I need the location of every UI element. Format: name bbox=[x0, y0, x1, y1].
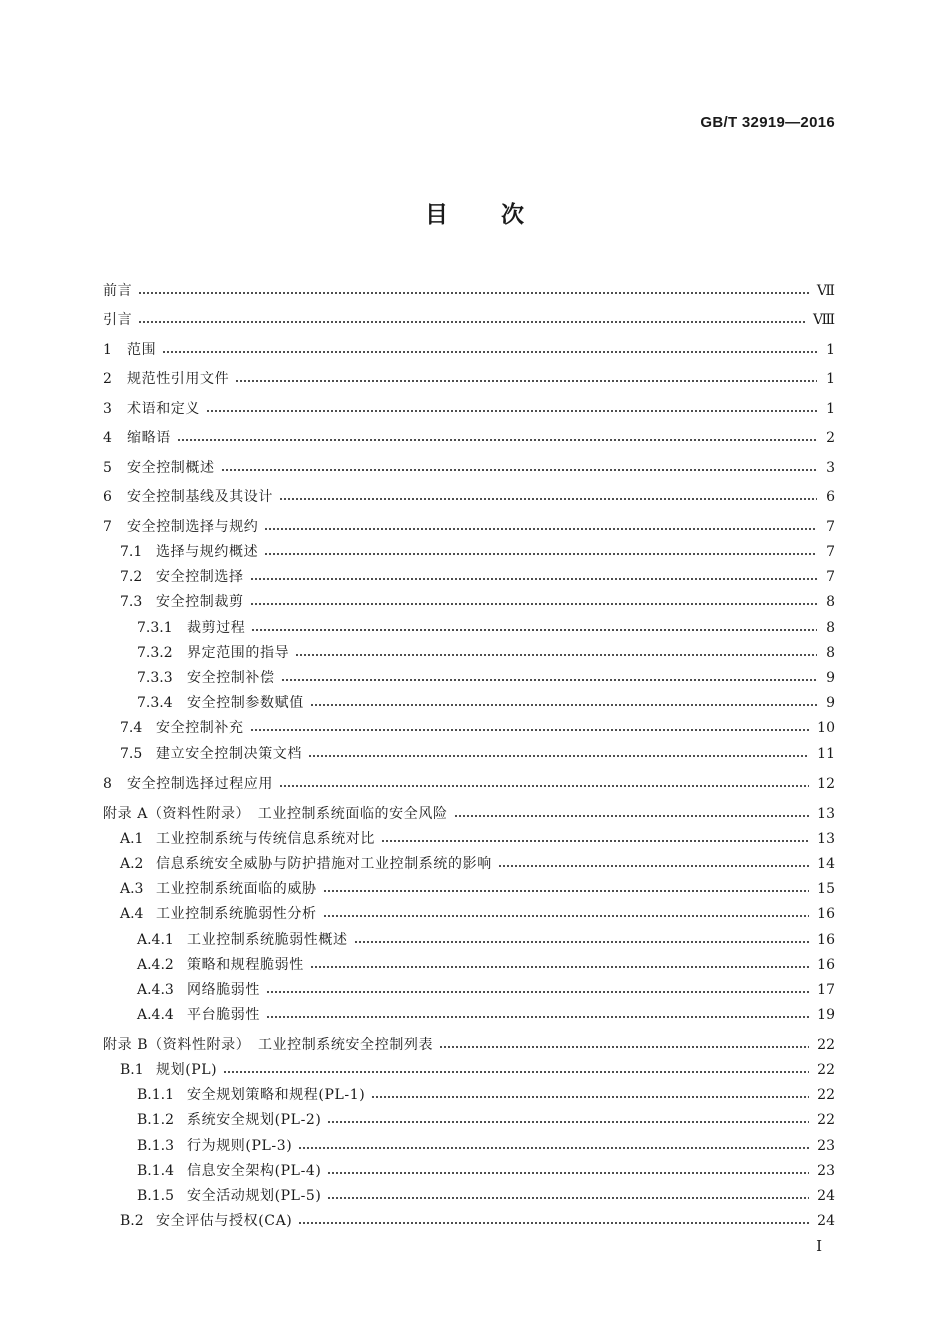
toc-entry[interactable] bbox=[137, 978, 835, 1002]
toc-entry-page: 14 bbox=[817, 856, 835, 872]
toc-entry[interactable] bbox=[103, 802, 835, 826]
dot-leader bbox=[327, 1120, 809, 1124]
toc-entry-number: 7.3 bbox=[120, 594, 143, 610]
toc-entry-label: 网络脆弱性 bbox=[187, 982, 260, 998]
toc-entry[interactable] bbox=[103, 456, 835, 480]
toc-entry-number: 7.1 bbox=[120, 544, 143, 560]
dot-leader bbox=[327, 1171, 809, 1175]
toc-entry-label: 规范性引用文件 bbox=[127, 371, 230, 387]
toc-entry[interactable] bbox=[137, 953, 835, 977]
toc-entry[interactable] bbox=[103, 515, 835, 539]
toc-entry[interactable] bbox=[103, 426, 835, 450]
toc-entry-page: 23 bbox=[817, 1163, 835, 1179]
toc-entry-page: 22 bbox=[817, 1037, 835, 1053]
toc-entry-number: A.4 bbox=[120, 906, 144, 922]
toc-entry-label: 工业控制系统脆弱性分析 bbox=[156, 906, 317, 922]
toc-entry-label: 策略和规程脆弱性 bbox=[187, 957, 304, 973]
toc-entry[interactable] bbox=[137, 1184, 835, 1208]
toc-entry-number: A.1 bbox=[120, 831, 144, 847]
toc-entry-label: 附录 B（资料性附录） 工业控制系统安全控制列表 bbox=[103, 1037, 434, 1053]
dot-leader bbox=[371, 1095, 809, 1099]
toc-entry[interactable] bbox=[120, 852, 835, 876]
toc-entry-page: 17 bbox=[817, 982, 835, 998]
toc-entry-number: 6 bbox=[103, 489, 112, 505]
toc-entry-number: 7.5 bbox=[120, 746, 143, 762]
dot-leader bbox=[266, 1015, 809, 1019]
toc-entry-label: 缩略语 bbox=[127, 430, 171, 446]
toc-entry-page: 1 bbox=[826, 401, 835, 417]
toc-entry-page: 7 bbox=[826, 544, 835, 560]
page-folio: I bbox=[816, 1237, 822, 1255]
toc-entry-label: 行为规则(PL-3) bbox=[187, 1138, 293, 1154]
toc-entry[interactable] bbox=[120, 540, 835, 564]
toc-entry-label: 安全控制选择与规约 bbox=[127, 519, 259, 535]
dot-leader bbox=[250, 728, 810, 732]
toc-entry-label: 安全控制选择 bbox=[156, 569, 244, 585]
toc-entry-number: 7 bbox=[103, 519, 112, 535]
dot-leader bbox=[298, 1221, 809, 1225]
toc-entry-page: 8 bbox=[826, 645, 835, 661]
dot-leader bbox=[266, 990, 809, 994]
toc-entry[interactable] bbox=[103, 338, 835, 362]
dot-leader bbox=[250, 577, 817, 581]
dot-leader bbox=[264, 527, 817, 531]
toc-entry[interactable] bbox=[137, 641, 835, 665]
toc-entry-label: 范围 bbox=[127, 342, 157, 358]
toc-entry-label: 安全活动规划(PL-5) bbox=[187, 1188, 322, 1204]
toc-entry-number: 3 bbox=[103, 401, 112, 417]
toc-entry-page: Ⅷ bbox=[812, 312, 835, 328]
toc-entry-label: 规划(PL) bbox=[156, 1062, 218, 1078]
toc-entry[interactable] bbox=[103, 397, 835, 421]
toc-entry-page: 2 bbox=[826, 430, 835, 446]
page-title bbox=[0, 196, 950, 229]
dot-leader bbox=[498, 864, 809, 868]
toc-entry-number: A.4.4 bbox=[137, 1007, 174, 1023]
toc-entry[interactable] bbox=[137, 666, 835, 690]
toc-entry[interactable] bbox=[103, 367, 835, 391]
dot-leader bbox=[221, 468, 817, 472]
toc-entry[interactable] bbox=[120, 565, 835, 589]
standard-number: GB/T 32919—2016 bbox=[700, 114, 835, 131]
toc-entry-label: 工业控制系统脆弱性概述 bbox=[187, 932, 348, 948]
toc-entry-number: A.3 bbox=[120, 881, 144, 897]
toc-entry-page: 3 bbox=[826, 460, 835, 476]
toc-entry-page: 13 bbox=[817, 831, 835, 847]
toc-entry-label: 术语和定义 bbox=[127, 401, 200, 417]
dot-leader bbox=[235, 379, 817, 383]
toc-entry-number: 2 bbox=[103, 371, 112, 387]
toc-entry-label: 安全评估与授权(CA) bbox=[156, 1213, 293, 1229]
toc-entry-page: 9 bbox=[826, 670, 835, 686]
toc-entry-number: 7.2 bbox=[120, 569, 143, 585]
toc-entry-number: 7.4 bbox=[120, 720, 143, 736]
dot-leader bbox=[251, 628, 817, 632]
toc-entry[interactable] bbox=[103, 772, 835, 796]
toc-entry-page: 16 bbox=[817, 957, 835, 973]
toc-entry-label: 信息安全架构(PL-4) bbox=[187, 1163, 322, 1179]
toc-entry-number: A.2 bbox=[120, 856, 144, 872]
toc-entry-page: 19 bbox=[817, 1007, 835, 1023]
toc-entry-label: 安全控制补充 bbox=[156, 720, 244, 736]
toc-entry-page: 16 bbox=[817, 932, 835, 948]
dot-leader bbox=[177, 438, 817, 442]
toc-entry-label: 系统安全规划(PL-2) bbox=[187, 1112, 322, 1128]
toc-entry[interactable] bbox=[120, 590, 835, 614]
dot-leader bbox=[206, 409, 817, 413]
dot-leader bbox=[281, 678, 817, 682]
toc-entry-page: Ⅶ bbox=[816, 283, 835, 299]
toc-entry-page: 10 bbox=[817, 720, 835, 736]
toc-entry-label: 信息系统安全威胁与防护措施对工业控制系统的影响 bbox=[156, 856, 492, 872]
dot-leader bbox=[323, 914, 810, 918]
dot-leader bbox=[279, 784, 809, 788]
toc-entry[interactable] bbox=[137, 1108, 835, 1132]
toc-entry[interactable] bbox=[120, 1209, 835, 1233]
toc-entry-number: B.1.3 bbox=[137, 1138, 175, 1154]
toc-entry-number: 7.3.3 bbox=[137, 670, 173, 686]
toc-entry-label: 安全控制概述 bbox=[127, 460, 215, 476]
toc-entry-page: 24 bbox=[817, 1213, 835, 1229]
toc-entry-label: 平台脆弱性 bbox=[187, 1007, 260, 1023]
toc-entry-page: 22 bbox=[817, 1112, 835, 1128]
toc-entry[interactable] bbox=[120, 1058, 835, 1082]
toc-entry[interactable] bbox=[120, 827, 835, 851]
dot-leader bbox=[381, 839, 809, 843]
toc-entry-page: 11 bbox=[817, 746, 835, 762]
toc-entry[interactable] bbox=[120, 877, 835, 901]
toc-entry[interactable] bbox=[120, 742, 835, 766]
toc-entry-page: 24 bbox=[817, 1188, 835, 1204]
toc-entry[interactable] bbox=[120, 902, 835, 926]
toc-entry-number: 5 bbox=[103, 460, 112, 476]
toc-entry-number: B.1 bbox=[120, 1062, 144, 1078]
toc-entry-page: 1 bbox=[826, 342, 835, 358]
toc-entry-label: 界定范围的指导 bbox=[187, 645, 290, 661]
dot-leader bbox=[310, 965, 809, 969]
dot-leader bbox=[295, 653, 817, 657]
toc-entry-label: 工业控制系统面临的威胁 bbox=[156, 881, 317, 897]
toc-entry-label: 前言 bbox=[103, 283, 133, 299]
toc-entry-page: 8 bbox=[826, 594, 835, 610]
toc-entry[interactable] bbox=[137, 1134, 835, 1158]
toc-entry-number: B.1.2 bbox=[137, 1112, 175, 1128]
toc-entry-page: 22 bbox=[817, 1062, 835, 1078]
dot-leader bbox=[327, 1196, 809, 1200]
dot-leader bbox=[162, 350, 817, 354]
dot-leader bbox=[279, 497, 817, 501]
dot-leader bbox=[264, 552, 817, 556]
toc-entry-page: 8 bbox=[826, 620, 835, 636]
toc-entry[interactable] bbox=[103, 279, 835, 303]
dot-leader bbox=[439, 1045, 809, 1049]
toc-entry-number: A.4.1 bbox=[137, 932, 174, 948]
toc-entry-page: 22 bbox=[817, 1087, 835, 1103]
dot-leader bbox=[308, 754, 809, 758]
toc-entry[interactable] bbox=[137, 616, 835, 640]
dot-leader bbox=[310, 703, 817, 707]
toc-entry-label: 选择与规约概述 bbox=[156, 544, 259, 560]
toc-entry-page: 7 bbox=[826, 569, 835, 585]
toc-entry-number: B.1.5 bbox=[137, 1188, 175, 1204]
dot-leader bbox=[323, 889, 810, 893]
dot-leader bbox=[298, 1146, 809, 1150]
toc-entry[interactable] bbox=[103, 485, 835, 509]
toc-entry-label: 安全规划策略和规程(PL-1) bbox=[187, 1087, 366, 1103]
toc-entry-label: 建立安全控制决策文档 bbox=[156, 746, 302, 762]
toc-entry-page: 9 bbox=[826, 695, 835, 711]
toc-entry-label: 安全控制选择过程应用 bbox=[127, 776, 273, 792]
dot-leader bbox=[454, 814, 810, 818]
toc-entry-number: 1 bbox=[103, 342, 112, 358]
toc-entry-label: 引言 bbox=[103, 312, 133, 328]
toc-entry-number: 4 bbox=[103, 430, 112, 446]
toc-entry-label: 裁剪过程 bbox=[187, 620, 246, 636]
toc-entry[interactable] bbox=[137, 1003, 835, 1027]
toc-entry[interactable] bbox=[137, 691, 835, 715]
page-title-char-2: 次 bbox=[501, 202, 525, 228]
toc-entry-page: 23 bbox=[817, 1138, 835, 1154]
toc-entry-number: B.2 bbox=[120, 1213, 144, 1229]
toc-entry[interactable] bbox=[137, 928, 835, 952]
dot-leader bbox=[354, 940, 810, 944]
toc-entry-page: 1 bbox=[826, 371, 835, 387]
dot-leader bbox=[223, 1070, 809, 1074]
toc-entry-page: 6 bbox=[826, 489, 835, 505]
toc-entry-page: 13 bbox=[817, 806, 835, 822]
toc-entry-number: A.4.2 bbox=[137, 957, 174, 973]
toc-entry[interactable] bbox=[103, 1033, 835, 1057]
toc-entry-number: 7.3.2 bbox=[137, 645, 173, 661]
toc-entry-number: 8 bbox=[103, 776, 112, 792]
toc-entry-label: 安全控制基线及其设计 bbox=[127, 489, 273, 505]
toc-entry-number: B.1.1 bbox=[137, 1087, 175, 1103]
toc-entry-label: 安全控制裁剪 bbox=[156, 594, 244, 610]
toc-entry-number: A.4.3 bbox=[137, 982, 174, 998]
toc-entry-page: 15 bbox=[817, 881, 835, 897]
dot-leader bbox=[138, 291, 809, 295]
toc-entry-number: B.1.4 bbox=[137, 1163, 175, 1179]
toc-entry-number: 7.3.4 bbox=[137, 695, 173, 711]
toc-entry-label: 附录 A（资料性附录） 工业控制系统面临的安全风险 bbox=[103, 806, 448, 822]
toc-entry-page: 16 bbox=[817, 906, 835, 922]
toc-entry-page: 12 bbox=[817, 776, 835, 792]
dot-leader bbox=[138, 320, 805, 324]
toc-entry-label: 安全控制补偿 bbox=[187, 670, 275, 686]
dot-leader bbox=[250, 602, 817, 606]
toc-entry-page: 7 bbox=[826, 519, 835, 535]
page-title-char-1: 目 bbox=[425, 202, 449, 228]
toc-entry-label: 工业控制系统与传统信息系统对比 bbox=[156, 831, 375, 847]
toc-entry-label: 安全控制参数赋值 bbox=[187, 695, 304, 711]
toc-entry[interactable] bbox=[137, 1083, 835, 1107]
toc-entry[interactable] bbox=[137, 1159, 835, 1183]
toc-entry[interactable] bbox=[120, 716, 835, 740]
toc-entry-number: 7.3.1 bbox=[137, 620, 173, 636]
toc-entry[interactable] bbox=[103, 308, 835, 332]
